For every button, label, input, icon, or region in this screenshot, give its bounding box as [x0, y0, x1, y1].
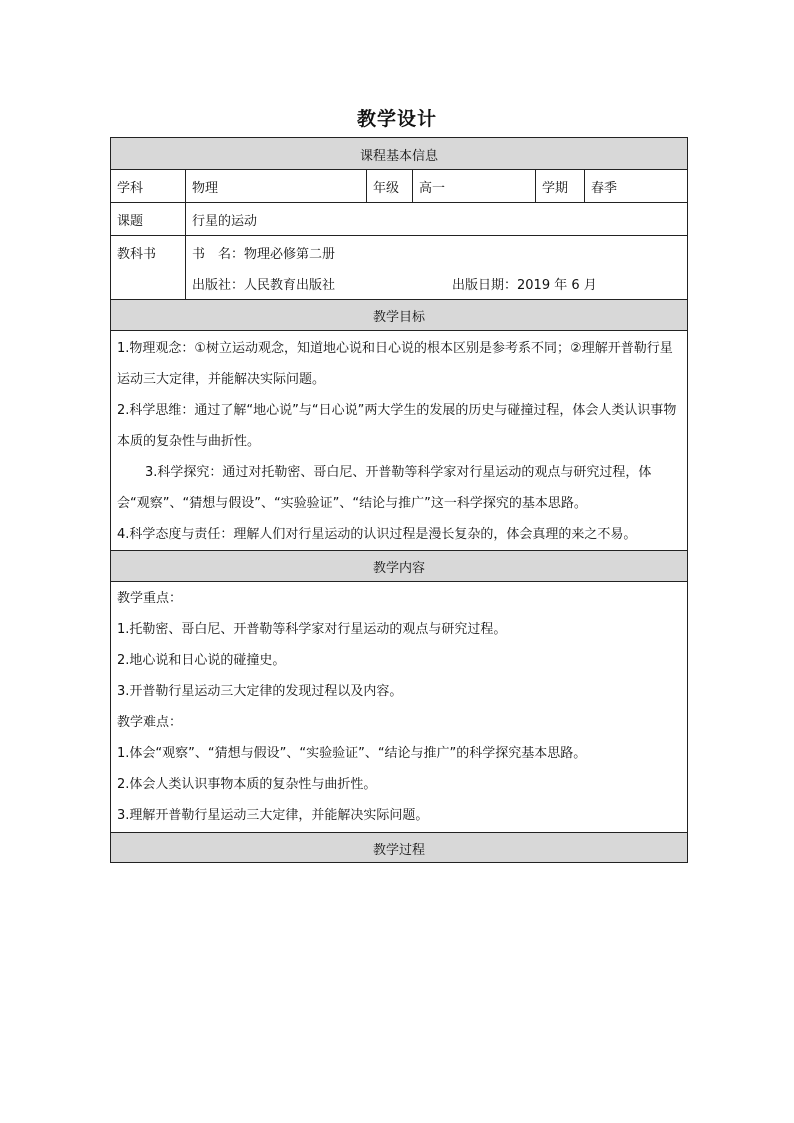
- topic-value: 行星的运动: [192, 214, 258, 229]
- section-objectives: 教学目标: [372, 310, 425, 325]
- subject-value: 物理: [192, 181, 219, 196]
- textbook-label: 教科书: [117, 247, 157, 262]
- key-points-label: 教学重点：: [117, 591, 183, 606]
- grade-value: 高一: [419, 181, 446, 196]
- grade-label: 年级: [373, 181, 400, 196]
- difficult-point-item: 3.理解开普勒行星运动三大定律，并能解决实际问题。: [117, 808, 429, 823]
- objective-item: 1.物理观念：①树立运动观念，知道地心说和日心说的根本区别是参考系不同；②理解开普勒行星运动三大定律，并能解决实际问题。: [117, 341, 673, 387]
- textbook-publisher: 出版社：人民教育出版社: [192, 278, 336, 293]
- subject-label: 学科: [117, 181, 144, 196]
- key-point-item: 1.托勒密、哥白尼、开普勒等科学家对行星运动的观点与研究过程。: [117, 622, 507, 637]
- objective-item: 4.科学态度与责任：理解人们对行星运动的认识过程是漫长复杂的，体会真理的来之不易。: [117, 527, 637, 542]
- textbook-pub-date: 出版日期：2019 年 6 月: [452, 278, 597, 293]
- difficult-point-item: 2.体会人类认识事物本质的复杂性与曲折性。: [117, 777, 377, 792]
- difficult-point-item: 1.体会“观察”、“猜想与假设”、“实验验证”、“结论与推广”的科学探究基本思路。: [117, 746, 587, 761]
- section-process: 教学过程: [372, 843, 425, 858]
- objective-item: 3.科学探究：通过对托勒密、哥白尼、开普勒等科学家对行星运动的观点与研究过程，体会“观察”、“猜想与假设”、“实验验证”、“结论与推广”这一科学探究的基本思路。: [117, 465, 652, 511]
- section-basic-info: 课程基本信息: [359, 149, 438, 164]
- term-value: 春季: [591, 181, 618, 196]
- section-content: 教学内容: [372, 561, 425, 576]
- page-title: 教学设计: [356, 108, 437, 130]
- lesson-plan-table: [110, 137, 688, 863]
- key-point-item: 2.地心说和日心说的碰撞史。: [117, 653, 286, 668]
- topic-label: 课题: [117, 214, 144, 229]
- term-label: 学期: [542, 181, 569, 196]
- difficult-points-label: 教学难点：: [117, 715, 183, 730]
- key-point-item: 3.开普勒行星运动三大定律的发现过程以及内容。: [117, 684, 403, 699]
- textbook-name: 书 名：物理必修第二册: [192, 247, 336, 262]
- objective-item: 2.科学思维：通过了解“地心说”与“日心说”两大学生的发展的历史与碰撞过程，体会人类认识事物本质的复杂性与曲折性。: [117, 403, 677, 449]
